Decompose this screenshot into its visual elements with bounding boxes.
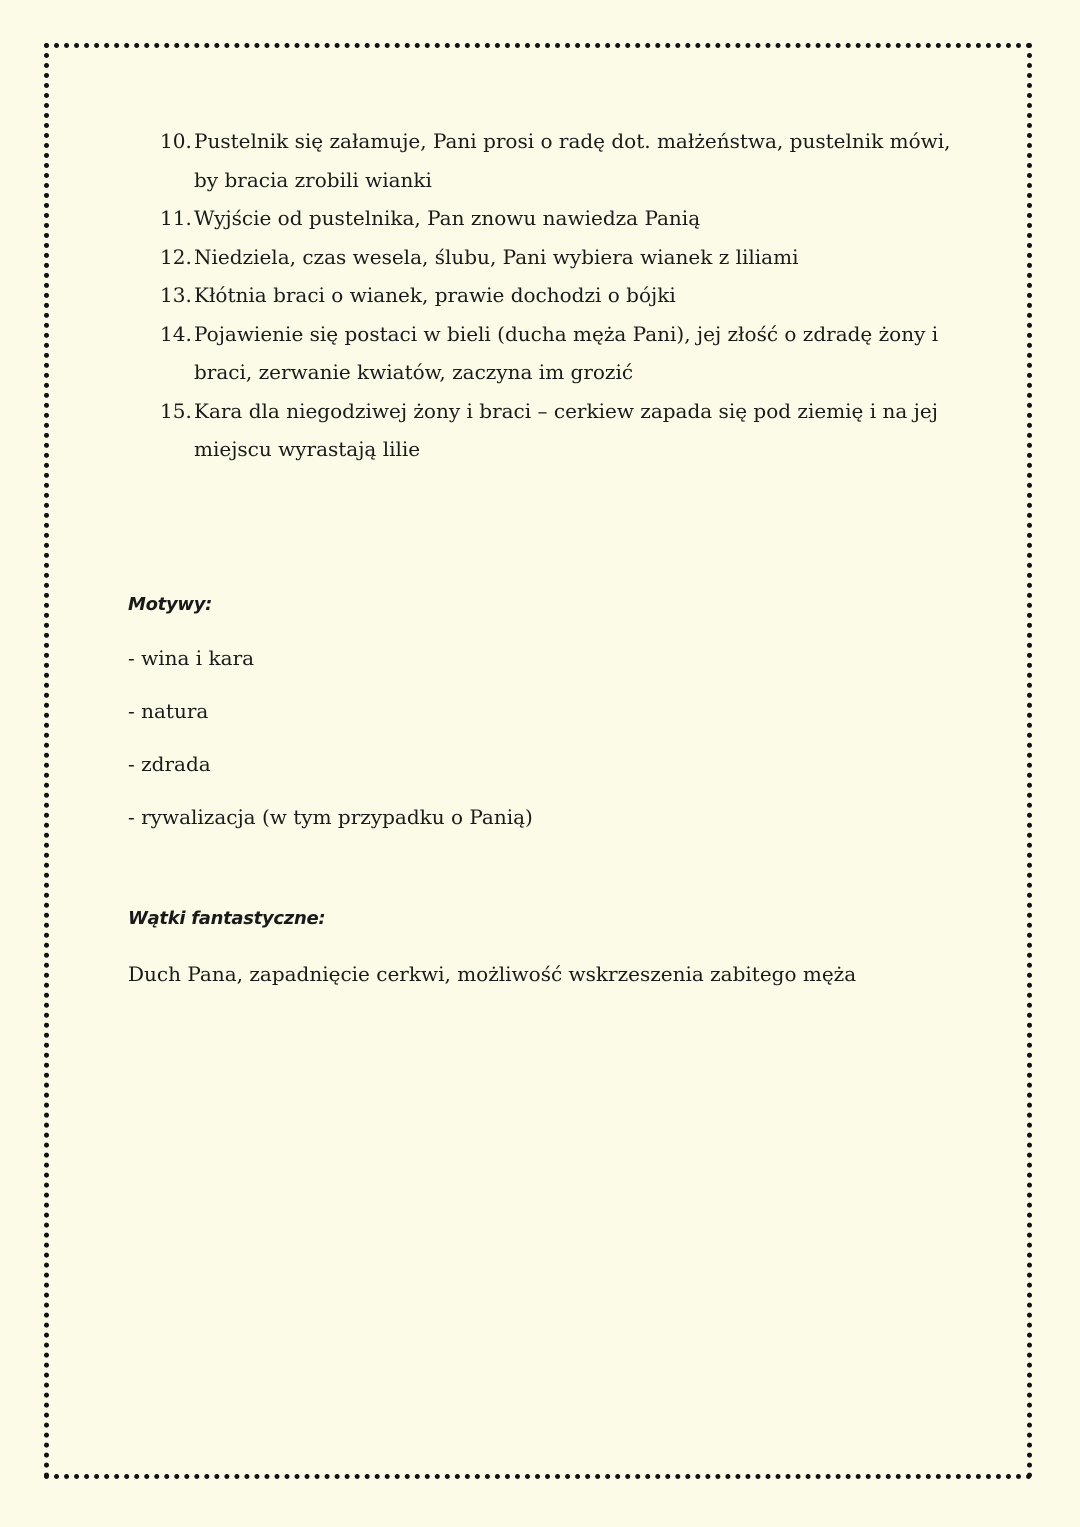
- motives-list: [128, 640, 533, 852]
- item-text: Kara dla niegodziwej żony i braci – cerkiew zapada się pod ziemię i na jej miejscu wyrastają lilie: [194, 398, 938, 461]
- list-item: [160, 199, 980, 238]
- item-text: Kłótnia braci o wianek, prawie dochodzi o bójki: [194, 283, 676, 307]
- list-item: [160, 392, 980, 469]
- motives-heading: Motywy:: [128, 594, 213, 615]
- item-number: 11.: [160, 206, 192, 230]
- motive-item: - zdrada: [128, 752, 211, 776]
- motive-item: - rywalizacja (w tym przypadku o Panią): [128, 805, 533, 829]
- item-text: Wyjście od pustelnika, Pan znowu nawiedza Panią: [194, 206, 701, 230]
- item-number: 13.: [160, 283, 192, 307]
- plot-points-list: [160, 122, 980, 469]
- item-number: 12.: [160, 244, 192, 269]
- fantasy-text: Duch Pana, zapadnięcie cerkwi, możliwość wskrzeszenia zabitego męża: [128, 962, 857, 986]
- motive-item: - natura: [128, 699, 209, 723]
- item-number: 15.: [160, 398, 192, 423]
- item-text: Niedziela, czas wesela, ślubu, Pani wybiera wianek z liliami: [194, 244, 799, 269]
- list-item: [160, 238, 980, 277]
- item-number: 14.: [160, 321, 192, 346]
- item-text: Pojawienie się postaci w bieli (ducha męża Pani), jej złość o zdradę żony i braci, zerwanie kwiatów, zaczyna im grozić: [194, 321, 939, 384]
- motive-item: - wina i kara: [128, 646, 255, 670]
- list-item: [160, 276, 980, 315]
- list-item: [160, 122, 980, 199]
- item-number: 10.: [160, 129, 192, 153]
- fantasy-heading: Wątki fantastyczne:: [128, 908, 326, 929]
- list-item: [160, 315, 980, 392]
- item-text: Pustelnik się załamuje, Pani prosi o radę dot. małżeństwa, pustelnik mówi, by bracia zrobili wianki: [194, 129, 951, 192]
